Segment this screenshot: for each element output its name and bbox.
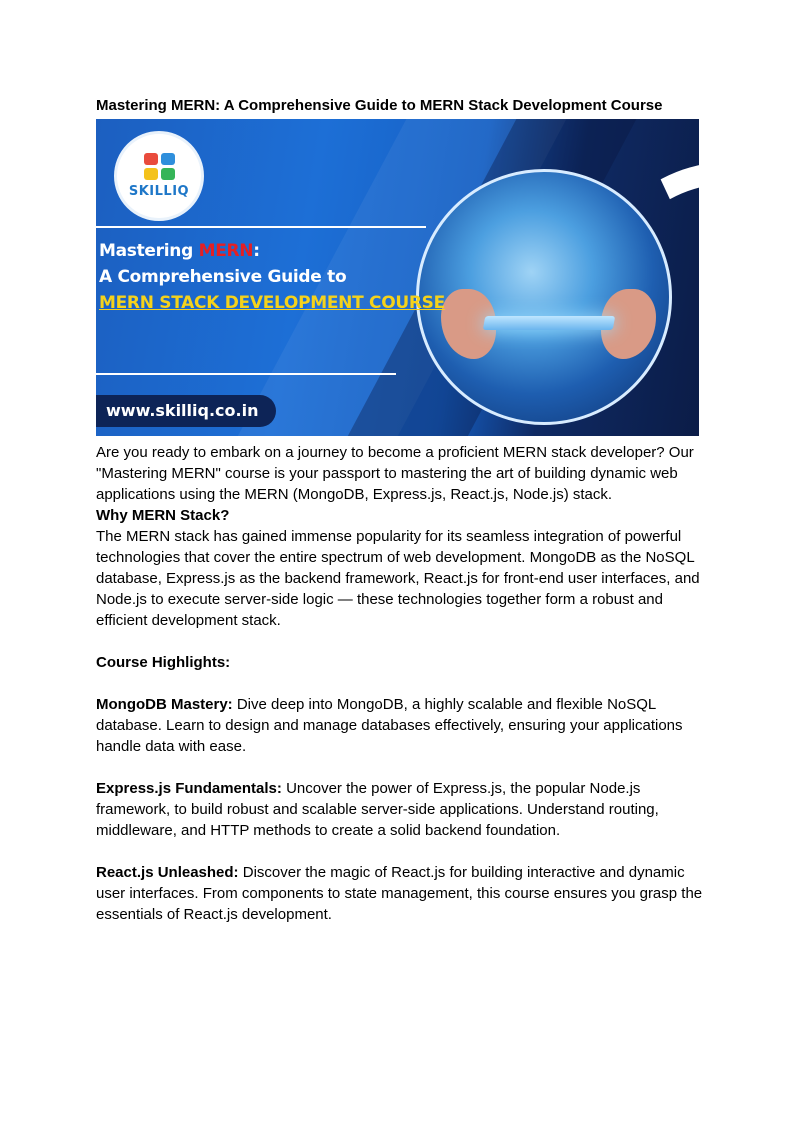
course-highlights-heading: Course Highlights: [96,654,231,671]
highlight-reactjs: React.js Unleashed: Discover the magic of React.js for building interactive and dynamic user interfaces. From components to state management, this course ensures you grasp the essentials of React.js development. [96,864,703,923]
why-mern-paragraph: The MERN stack has gained immense popularity for its seamless integration of powerful technologies that cover the entire spectrum of web development. MongoDB as the NoSQL database, Express.js as the backend framework, React.js for front-end user interfaces, and Node.js to execute server-side logic — these technologies together form a robust and efficient development stack. [96,528,700,629]
course-banner-image [96,119,699,436]
banner-divider-line [96,226,426,228]
banner-divider-line [96,373,396,375]
banner-headline-accent: MERN [198,241,254,261]
intro-paragraph: Are you ready to embark on a journey to become a proficient MERN stack developer? Our "Mastering MERN" course is your passport to mastering the art of building dynamic web applications using the MERN (MongoDB, Express.js, React.js, Node.js) stack. [96,444,694,503]
banner-website-url: www.skilliq.co.in [96,395,276,427]
banner-headline-line2: A Comprehensive Guide to [99,267,347,287]
document-page [96,95,706,925]
tablet-illustration [483,316,615,330]
logo-text: SKILLIQ [128,184,190,199]
logo-squares-icon [144,153,175,180]
highlight-expressjs: Express.js Fundamentals: Uncover the power of Express.js, the popular Node.js framework, to build robust and scalable server-side applications. Understand routing, middleware, and HTTP methods to create a solid backend foundation. [96,780,659,839]
document-title: Mastering MERN: A Comprehensive Guide to MERN Stack Development Course [96,97,663,114]
banner-headline: Mastering MERN: A Comprehensive Guide to MERN STACK DEVELOPMENT COURSE [99,238,445,316]
banner-headline-line3: MERN STACK DEVELOPMENT COURSE [99,293,445,313]
why-mern-heading: Why MERN Stack? [96,507,230,524]
highlight-mongodb: MongoDB Mastery: Dive deep into MongoDB, a highly scalable and flexible NoSQL database. Learn to design and manage databases effectively, ensuring your applications handle data with ease. [96,696,683,755]
skilliq-logo [114,131,204,221]
